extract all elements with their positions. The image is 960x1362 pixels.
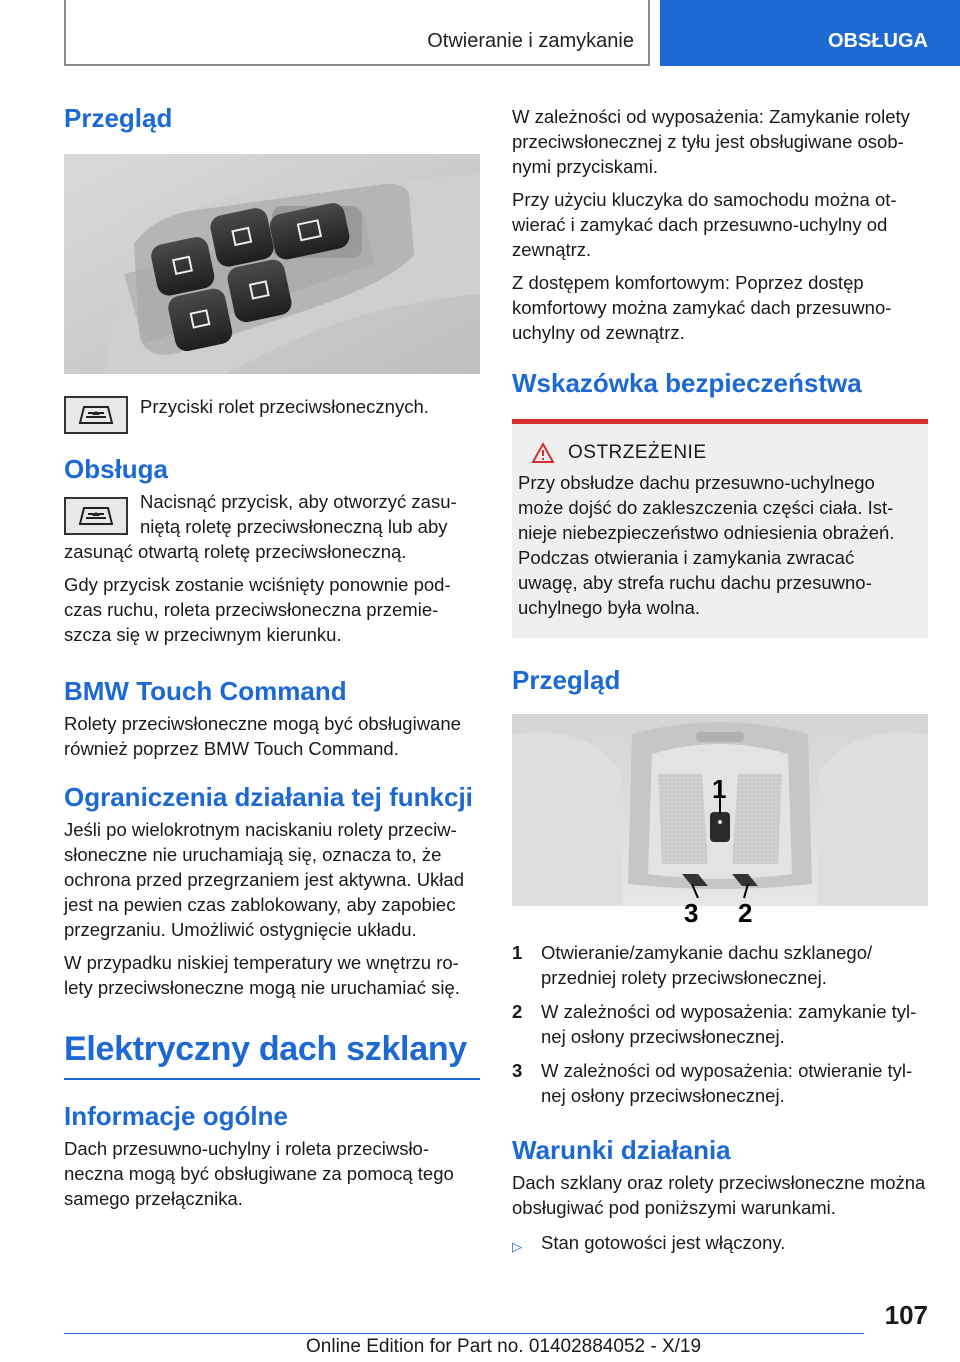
warning-text: Przy obsłudze dachu przesuwno-uchylnego może dojść do zakleszczenia części ciała. Ist-nieje niebezpieczeństwo odniesienia obrażeń. Podczas otwierania i zamykania zwracać uwagę, aby strefa ruchu dachu przesuwno-uchylnego była wolna. <box>518 472 895 618</box>
page-number: 107 <box>884 1300 928 1330</box>
numbered-list <box>512 940 928 1108</box>
triangle-bullet-icon: ▷ <box>512 1239 522 1254</box>
heading-ograniczenia: Ograniczenia działania tej funkcji <box>64 782 473 812</box>
warning-box <box>512 419 928 638</box>
left-column <box>64 96 480 1211</box>
ograniczenia-paragraph-2: W przypadku niskiej temperatury we wnętrzu ro-lety przeciwsłoneczne mogą nie uruchamiać się. <box>64 952 460 998</box>
sunblind-button-icon-2 <box>64 497 128 535</box>
ograniczenia-paragraph-1: Jeśli po wielokrotnym naciskaniu rolety przeciw-słoneczne nie uruchamiają się, oznacza to, że ochrona przed przegrzaniem jest aktywna. Układ jest na pewien czas zablokowany, aby zapobiec przegrzaniu. Umożliwić ostygnięcie układu. <box>64 819 464 940</box>
heading-warunki: Warunki działania <box>512 1135 731 1165</box>
warunki-paragraph: Dach szklany oraz rolety przeciwsłoneczne można obsługiwać pod poniższymi warunkami. <box>512 1172 926 1218</box>
bullet-item: ▷ Stan gotowości jest włączony. <box>512 1230 928 1259</box>
heading-wskazowka: Wskazówka bezpieczeństwa <box>512 368 862 398</box>
right-paragraph-3: Z dostępem komfortowym: Poprzez dostęp komfortowy można zamykać dach przesuwno-uchylny od zewnątrz. <box>512 272 892 343</box>
warning-label: OSTRZEŻENIE <box>568 442 707 463</box>
list-item-1: 1 Otwieranie/zamykanie dachu szklanego/ przedniej rolety przeciwsłonecznej. <box>512 942 873 988</box>
header-chapter-box <box>64 0 650 66</box>
footer-edition: Online Edition for Part no. 01402884052 - X/19 <box>306 1336 702 1357</box>
list-item-3: 3 W zależności od wyposażenia: otwieranie tyl-nej osłony przeciwsłonecznej. <box>512 1060 913 1106</box>
heading-obsluga: Obsługa <box>64 454 169 484</box>
roof-console-illustration <box>512 714 928 906</box>
list-item-2: 2 W zależności od wyposażenia: zamykanie tyl-nej osłony przeciwsłonecznej. <box>512 1001 917 1047</box>
bmw-paragraph: Rolety przeciwsłoneczne mogą być obsługiwane również poprzez BMW Touch Command. <box>64 713 461 759</box>
window-buttons-illustration <box>64 154 480 374</box>
right-paragraph-2: Przy użyciu kluczyka do samochodu można ot-wierać i zamykać dach przesuwno-uchylny od zewnątrz. <box>512 189 897 260</box>
heading-przeglad: Przegląd <box>64 103 173 133</box>
roof-console-photo <box>512 714 928 928</box>
obsluga-paragraph-2: Gdy przycisk zostanie wciśnięty ponownie pod-czas ruchu, roleta przeciwsłoneczna przemie-szcza się w przeciwnym kierunku. <box>64 574 451 645</box>
warning-header <box>518 442 912 464</box>
obsluga-paragraph-1: Nacisnąć przycisk, aby otworzyć zasu-niętą roletę przeciwsłoneczną lub aby zasunąć otwartą roletę przeciwsłoneczną. <box>64 491 457 562</box>
callout-2: 2 <box>738 898 753 928</box>
heading-elektryczny-dach: Elektryczny dach szklany <box>64 1028 480 1080</box>
heading-przeglad-2: Przegląd <box>512 665 621 695</box>
header-section: OBSŁUGA <box>828 30 928 52</box>
obsluga-block <box>64 489 480 564</box>
sunblind-button-icon <box>64 396 128 434</box>
heading-informacje: Informacje ogólne <box>64 1101 288 1131</box>
header-chapter: Otwieranie i zamykanie <box>427 30 634 52</box>
photo-caption-row <box>64 394 480 419</box>
photo-caption: Przyciski rolet przeciwsłonecznych. <box>140 396 429 417</box>
footer-divider <box>64 1333 864 1334</box>
callout-1: 1 <box>712 774 727 804</box>
right-column <box>512 104 928 1259</box>
header-section-box <box>660 0 960 66</box>
right-paragraph-1: W zależności od wyposażenia: Zamykanie rolety przeciwsłonecznej z tyłu jest obsługiwane osob-nymi przyciskami. <box>512 106 910 177</box>
callout-3: 3 <box>684 898 699 928</box>
heading-bmw-touch-command: BMW Touch Command <box>64 676 347 706</box>
window-buttons-photo <box>64 154 480 374</box>
informacje-paragraph: Dach przesuwno-uchylny i roleta przeciwsło-neczna mogą być obsługiwane za pomocą tego samego przełącznika. <box>64 1138 454 1209</box>
warning-triangle-icon <box>532 443 554 463</box>
